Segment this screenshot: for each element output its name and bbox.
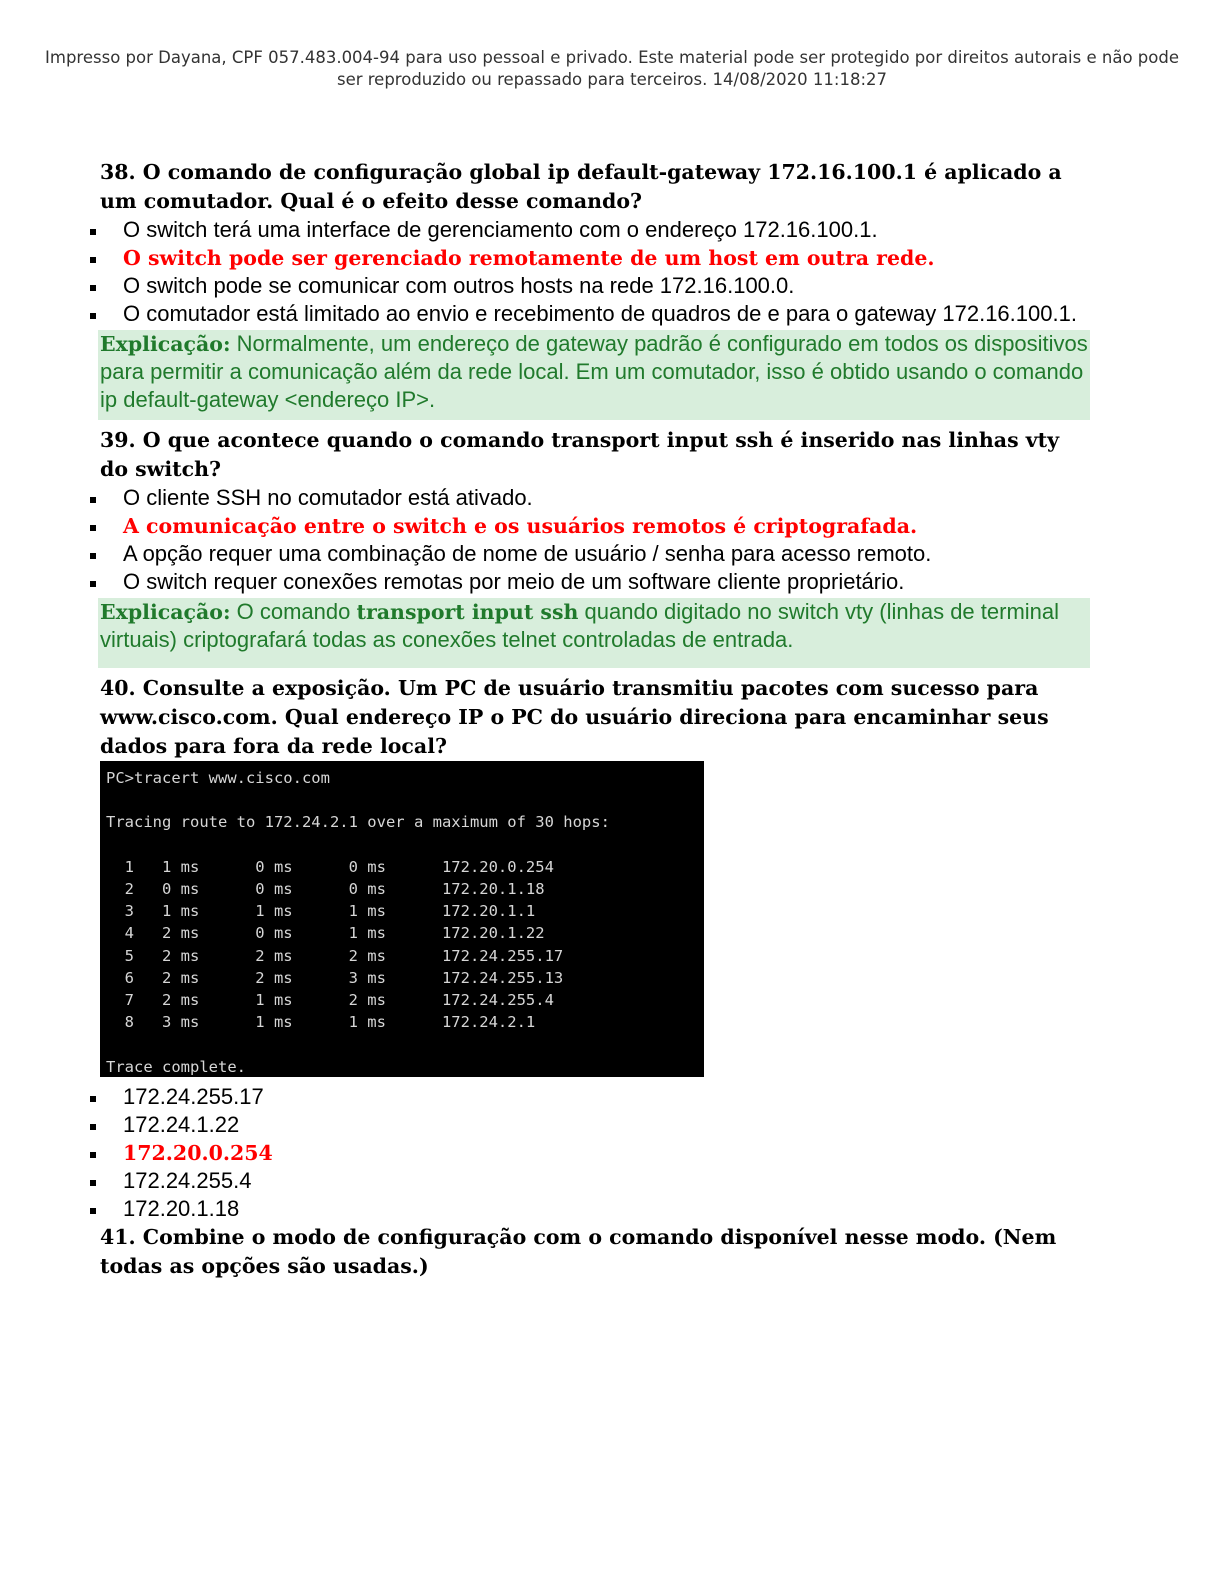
- question-38-option-1: O switch terá uma interface de gerenciamento com o endereço 172.16.100.1.: [100, 216, 1090, 244]
- document-body: [100, 158, 1090, 1281]
- question-39-explanation-pre: O comando: [230, 599, 357, 624]
- question-39-title: 39. O que acontece quando o comando transport input ssh é inserido nas linhas vty do switch?: [100, 428, 1060, 481]
- question-39-explanation: [98, 598, 1090, 668]
- question-40-option-2: 172.24.1.22: [100, 1111, 1090, 1139]
- question-41-title: 41. Combine o modo de configuração com o comando disponível nesse modo. (Nem todas as opções são usadas.): [100, 1225, 1057, 1278]
- question-40-option-3-correct: 172.20.0.254: [100, 1139, 1090, 1167]
- question-40-option-1: 172.24.255.17: [100, 1083, 1090, 1111]
- question-40-title: 40. Consulte a exposição. Um PC de usuário transmitiu pacotes com sucesso para www.cisco.com. Qual endereço IP o PC do usuário direciona para encaminhar seus dados para fora da rede local?: [100, 676, 1049, 758]
- question-39-option-4: O switch requer conexões remotas por meio de um software cliente proprietário.: [100, 568, 1090, 596]
- question-38-option-2-correct: O switch pode ser gerenciado remotamente de um host em outra rede.: [100, 244, 1090, 272]
- question-39-explanation-label: Explicação:: [100, 600, 231, 624]
- question-39-option-1: O cliente SSH no comutador está ativado.: [100, 484, 1090, 512]
- question-38-title: 38. O comando de configuração global ip default-gateway 172.16.100.1 é aplicado a um comutador. Qual é o efeito desse comando?: [100, 160, 1062, 213]
- question-39-options: [100, 484, 1090, 596]
- print-notice-line-1: Impresso por Dayana, CPF 057.483.004-94 para uso pessoal e privado. Este material pode ser protegido por direitos autorais e não pode: [45, 48, 1179, 67]
- question-40-option-4: 172.24.255.4: [100, 1167, 1090, 1195]
- question-38-explanation-label: Explicação:: [100, 332, 231, 356]
- question-39-explanation-command: transport input ssh: [356, 600, 579, 624]
- print-notice-line-2: ser reproduzido ou repassado para terceiros. 14/08/2020 11:18:27: [336, 70, 888, 89]
- question-38-options: [100, 216, 1090, 328]
- question-39-option-3: A opção requer uma combinação de nome de usuário / senha para acesso remoto.: [100, 540, 1090, 568]
- tracert-terminal-exhibit: PC>tracert www.cisco.com Tracing route to 172.24.2.1 over a maximum of 30 hops: 1 1 ms 0 ms 0 ms 172.20.0.254 2 0 ms 0 ms 0 ms 172.20.1.18 3 1 ms 1 ms 1 ms 172.20.1.1 4 2 ms 0 ms 1 ms 172.20.1.22 5 2 ms 2 ms 2 ms 172.24.255.17 6 2 ms 2 ms 3 ms 172.24.255.13 7 2 ms 1 ms 2 ms 172.24.255.4 8 3 ms 1 ms 1 ms 172.24.2.1 Trace complete.: [100, 761, 704, 1077]
- question-39-option-2-correct: A comunicação entre o switch e os usuários remotos é criptografada.: [100, 512, 1090, 540]
- question-38-option-3: O switch pode se comunicar com outros hosts na rede 172.16.100.0.: [100, 272, 1090, 300]
- question-40-option-5: 172.20.1.18: [100, 1195, 1090, 1223]
- print-notice-header: [0, 47, 1224, 91]
- question-38-explanation-text: Normalmente, um endereço de gateway padrão é configurado em todos os dispositivos para permitir a comunicação além da rede local. Em um comutador, isso é obtido usando o comando ip default-gateway <endereço IP>.: [100, 331, 1088, 412]
- question-38-explanation: [98, 330, 1090, 420]
- question-40-options: [100, 1083, 1090, 1223]
- question-38-option-4: O comutador está limitado ao envio e recebimento de quadros de e para o gateway 172.16.100.1.: [100, 300, 1090, 328]
- question-39-explanation-post: quando digitado no switch vty (linhas de terminal virtuais) criptografará todas as conexões telnet controladas de entrada.: [100, 599, 1060, 652]
